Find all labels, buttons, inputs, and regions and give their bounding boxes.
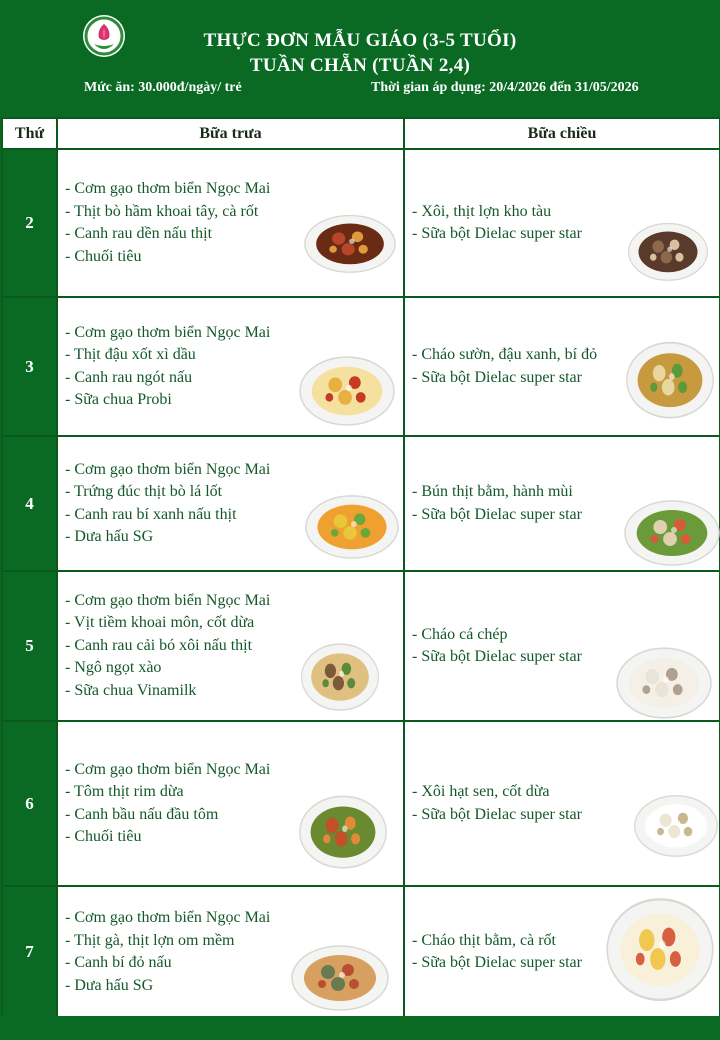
lunch-item: - Sữa chua Probi [65,391,172,408]
menu-row [2,297,720,436]
day-cell: 5 [2,571,57,721]
lunch-cell [57,721,404,886]
lunch-item: - Canh rau ngót nấu [65,368,193,386]
lunch-item: - Canh rau cải bó xôi nấu thịt [65,636,253,654]
lunch-item: - Cơm gạo thơm biển Ngọc Mai [65,909,271,926]
lunch-cell [57,436,404,571]
afternoon-item: - Xôi hạt sen, cốt dừa [412,783,550,800]
lunch-item: - Cơm gạo thơm biển Ngọc Mai [65,460,271,478]
afternoon-dish-photo-icon [625,338,715,420]
afternoon-item: - Sữa bột Dielac super star [412,805,582,823]
afternoon-item: - Bún thịt bằm, hành mùi [412,483,573,500]
lunch-item: - Cơm gạo thơm biển Ngọc Mai [65,323,271,341]
menu-row [2,721,720,886]
lunch-cell [57,149,404,297]
weekly-menu-table [1,117,720,1019]
lunch-cell [57,297,404,436]
afternoon-dish-photo-icon [627,220,709,282]
applied-period: Thời gian áp dụng: 20/4/2026 đến 31/05/2026 [371,80,639,95]
afternoon-dish-photo-icon [633,792,719,858]
afternoon-item: - Sữa bột Dielac super star [412,954,582,971]
menu-header [0,0,720,117]
lunch-dish-photo-icon [304,492,400,560]
lunch-item: - Trứng đúc thịt bò lá lốt [65,483,223,500]
lunch-dish-photo-icon [303,212,397,274]
afternoon-item: - Sữa bột Dielac super star [412,648,582,665]
lunch-item: - Cơm gạo thơm biển Ngọc Mai [65,591,271,609]
lunch-item: - Tôm thịt rim dừa [65,783,184,800]
day-cell: 4 [2,436,57,571]
lunch-item: - Thịt đậu xốt xì dầu [65,346,196,363]
menu-row [2,149,720,297]
afternoon-item: - Sữa bột Dielac super star [412,505,582,523]
lunch-dish-photo-icon [290,942,390,1012]
afternoon-item: - Cháo sườn, đậu xanh, bí đỏ [412,346,598,363]
lunch-item: - Canh bầu nấu đầu tôm [65,805,219,823]
lunch-dish-photo-icon [300,640,380,712]
afternoon-cell [404,149,720,297]
day-cell: 2 [2,149,57,297]
menu-subtitle: TUẦN CHẴN (TUẦN 2,4) [249,55,471,76]
menu-row [2,571,720,721]
lunch-item: - Chuối tiêu [65,247,142,265]
column-header-day: Thứ [2,118,57,149]
lunch-dish-photo-icon [298,792,388,870]
day-cell: 3 [2,297,57,436]
menu-title: THỰC ĐƠN MẪU GIÁO (3-5 TUỔI) [203,30,517,51]
afternoon-cell [404,721,720,886]
menu-row [2,886,720,1018]
afternoon-item: - Cháo thịt bằm, cà rốt [412,931,556,949]
footer-bar [0,1016,720,1040]
lunch-item: - Vịt tiềm khoai môn, cốt dừa [65,614,255,632]
lunch-item: - Canh rau bí xanh nấu thịt [65,505,237,523]
afternoon-dish-photo-icon [605,893,715,1003]
lunch-item: - Chuối tiêu [65,828,142,845]
lunch-cell [57,571,404,721]
table-header-row [2,118,720,149]
lunch-item: - Dưa hấu SG [65,976,154,994]
afternoon-item: - Sữa bột Dielac super star [412,225,582,242]
afternoon-item: - Xôi, thịt lợn kho tàu [412,202,552,220]
day-cell: 6 [2,721,57,886]
lunch-item: - Canh bí đỏ nấu [65,954,172,971]
afternoon-item: - Cháo cá chép [412,625,508,643]
afternoon-item: - Sữa bột Dielac super star [412,368,582,386]
afternoon-cell [404,886,720,1018]
afternoon-cell [404,571,720,721]
lunch-item: - Cơm gạo thơm biển Ngọc Mai [65,760,271,778]
lunch-cell [57,886,404,1018]
column-header-afternoon: Bữa chiều [404,118,720,149]
menu-row [2,436,720,571]
lunch-item: - Sữa chua Vinamilk [65,681,197,699]
afternoon-cell [404,297,720,436]
meal-rate: Mức ăn: 30.000đ/ngày/ trẻ [84,80,242,95]
lunch-item: - Dưa hấu SG [65,528,154,545]
lunch-item: - Thịt gà, thịt lợn om mềm [65,931,235,949]
lunch-item: - Thịt bò hầm khoai tây, cà rốt [65,202,259,220]
lunch-dish-photo-icon [298,353,396,427]
day-cell: 7 [2,886,57,1018]
column-header-lunch: Bữa trưa [57,118,404,149]
lunch-item: - Canh rau dền nấu thịt [65,225,213,242]
lunch-item: - Cơm gạo thơm biển Ngọc Mai [65,180,271,197]
afternoon-cell [404,436,720,571]
lunch-item: - Ngô ngọt xào [65,659,162,677]
afternoon-dish-photo-icon [623,497,720,567]
afternoon-dish-photo-icon [615,644,713,720]
